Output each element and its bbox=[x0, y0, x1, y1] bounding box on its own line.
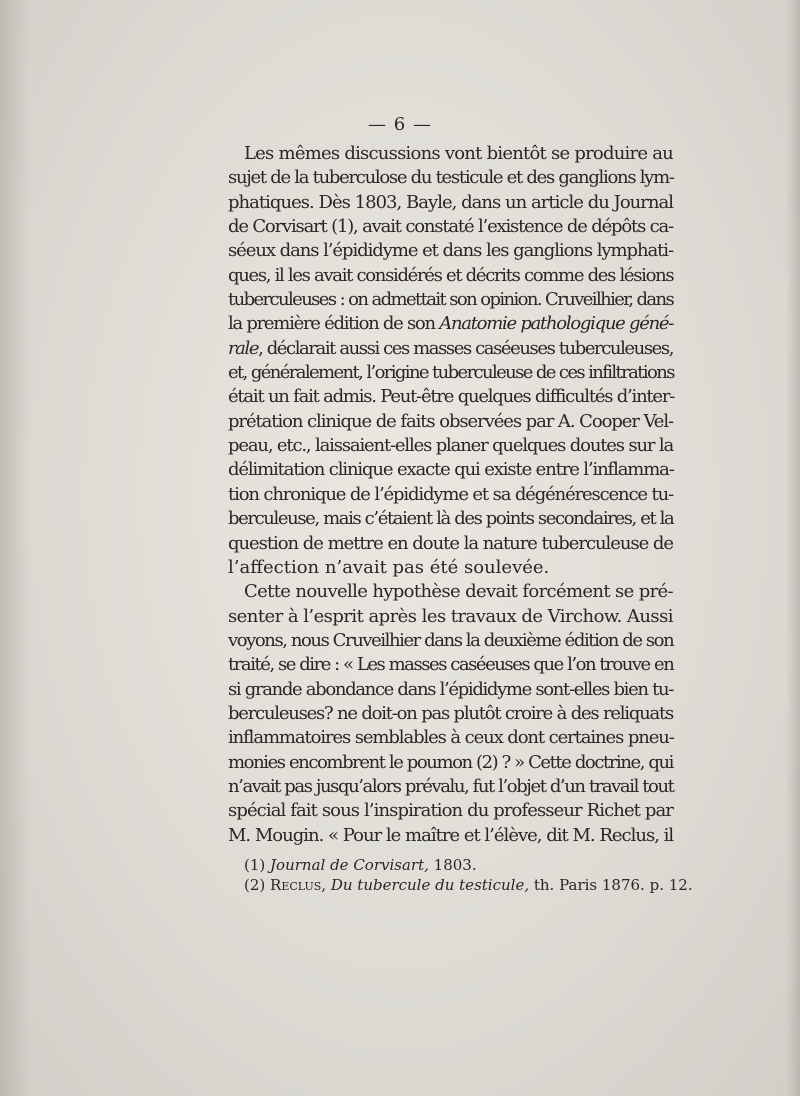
text-line: Cette nouvelle hypothèse devait forcément se pré- bbox=[244, 581, 673, 603]
text-line: ques, il les avait considérés et décrits comme des lésions bbox=[228, 264, 674, 286]
text-line: M. Mougin. « Pour le maître et l’élève, dit M. Reclus, il bbox=[228, 824, 674, 846]
text-line: inflammatoires semblables à ceux dont certaines pneu- bbox=[228, 727, 674, 749]
text-line: délimitation clinique exacte qui existe entre l’inflamma- bbox=[228, 459, 674, 481]
footnotes bbox=[244, 855, 693, 895]
footnote-text: th. Paris 1876. p. 12. bbox=[529, 876, 693, 894]
footnote-marker: (1) bbox=[244, 856, 266, 874]
text-line: senter à l’esprit après les travaux de Virchow. Aussi bbox=[228, 605, 673, 627]
text-line: la première édition de son Anatomie pathologique géné- bbox=[228, 313, 674, 335]
text-line: phatiques. Dès 1803, Bayle, dans un article du Journal bbox=[228, 191, 674, 213]
text-line: n’avait pas jusqu’alors prévalu, fut l’objet d’un travail tout bbox=[228, 775, 674, 797]
footnote-text: 1803. bbox=[428, 856, 477, 874]
text-line: berculeuses? ne doit-on pas plutôt croire à des reliquats bbox=[228, 702, 673, 724]
text-line: tion chronique de l’épididyme et sa dégénérescence tu- bbox=[228, 483, 673, 505]
text-line: traité, se dire : « Les masses caséeuses que l’on trouve en bbox=[228, 654, 674, 676]
text-line: voyons, nous Cruveilhier dans la deuxième édition de son bbox=[228, 629, 674, 651]
footnote-1 bbox=[244, 855, 684, 875]
text-line: prétation clinique de faits observées par A. Cooper Vel- bbox=[228, 410, 673, 432]
footnote-author: Reclus, bbox=[270, 876, 327, 894]
text-line: question de mettre en doute la nature tuberculeuse de bbox=[228, 532, 674, 554]
text-line: peau, etc., laissaient-elles planer quelques doutes sur la bbox=[228, 435, 674, 457]
text-line: Les mêmes discussions vont bientôt se produire au bbox=[244, 143, 673, 164]
footnote-2 bbox=[244, 875, 693, 895]
text-line: de Corvisart (1), avait constaté l’existence de dépôts ca- bbox=[228, 216, 673, 238]
footnote-title: Du tubercule du testicule, bbox=[326, 876, 530, 894]
page-number: — 6 — bbox=[368, 114, 432, 135]
text-line: monies encombrent le poumon (2) ? » Cette doctrine, qui bbox=[228, 751, 673, 773]
footnote-title: Journal de Corvisart, bbox=[270, 856, 429, 874]
text-line: si grande abondance dans l’épididyme sont-elles bien tu- bbox=[228, 678, 673, 700]
text-line: berculeuse, mais c’étaient là des points secondaires, et la bbox=[228, 508, 674, 530]
text-line: et, généralement, l’origine tuberculeuse de ces infiltrations bbox=[228, 362, 674, 384]
body-text bbox=[228, 142, 673, 848]
text-line: tuberculeuses : on admettait son opinion. Cruveilhier, dans bbox=[228, 289, 674, 311]
text-line: l’affection n’avait pas été soulevée. bbox=[228, 556, 550, 578]
text-line: spécial fait sous l’inspiration du professeur Richet par bbox=[228, 800, 673, 822]
footnote-marker: (2) bbox=[244, 876, 266, 894]
text-line: sujet de la tuberculose du testicule et des ganglions lym- bbox=[228, 167, 674, 189]
text-line: séeux dans l’épididyme et dans les ganglions lymphati- bbox=[228, 240, 673, 262]
text-line: était un fait admis. Peut-être quelques difficultés d’inter- bbox=[228, 386, 675, 408]
text-line: rale, déclarait aussi ces masses caséeuses tuberculeuses, bbox=[228, 337, 673, 359]
